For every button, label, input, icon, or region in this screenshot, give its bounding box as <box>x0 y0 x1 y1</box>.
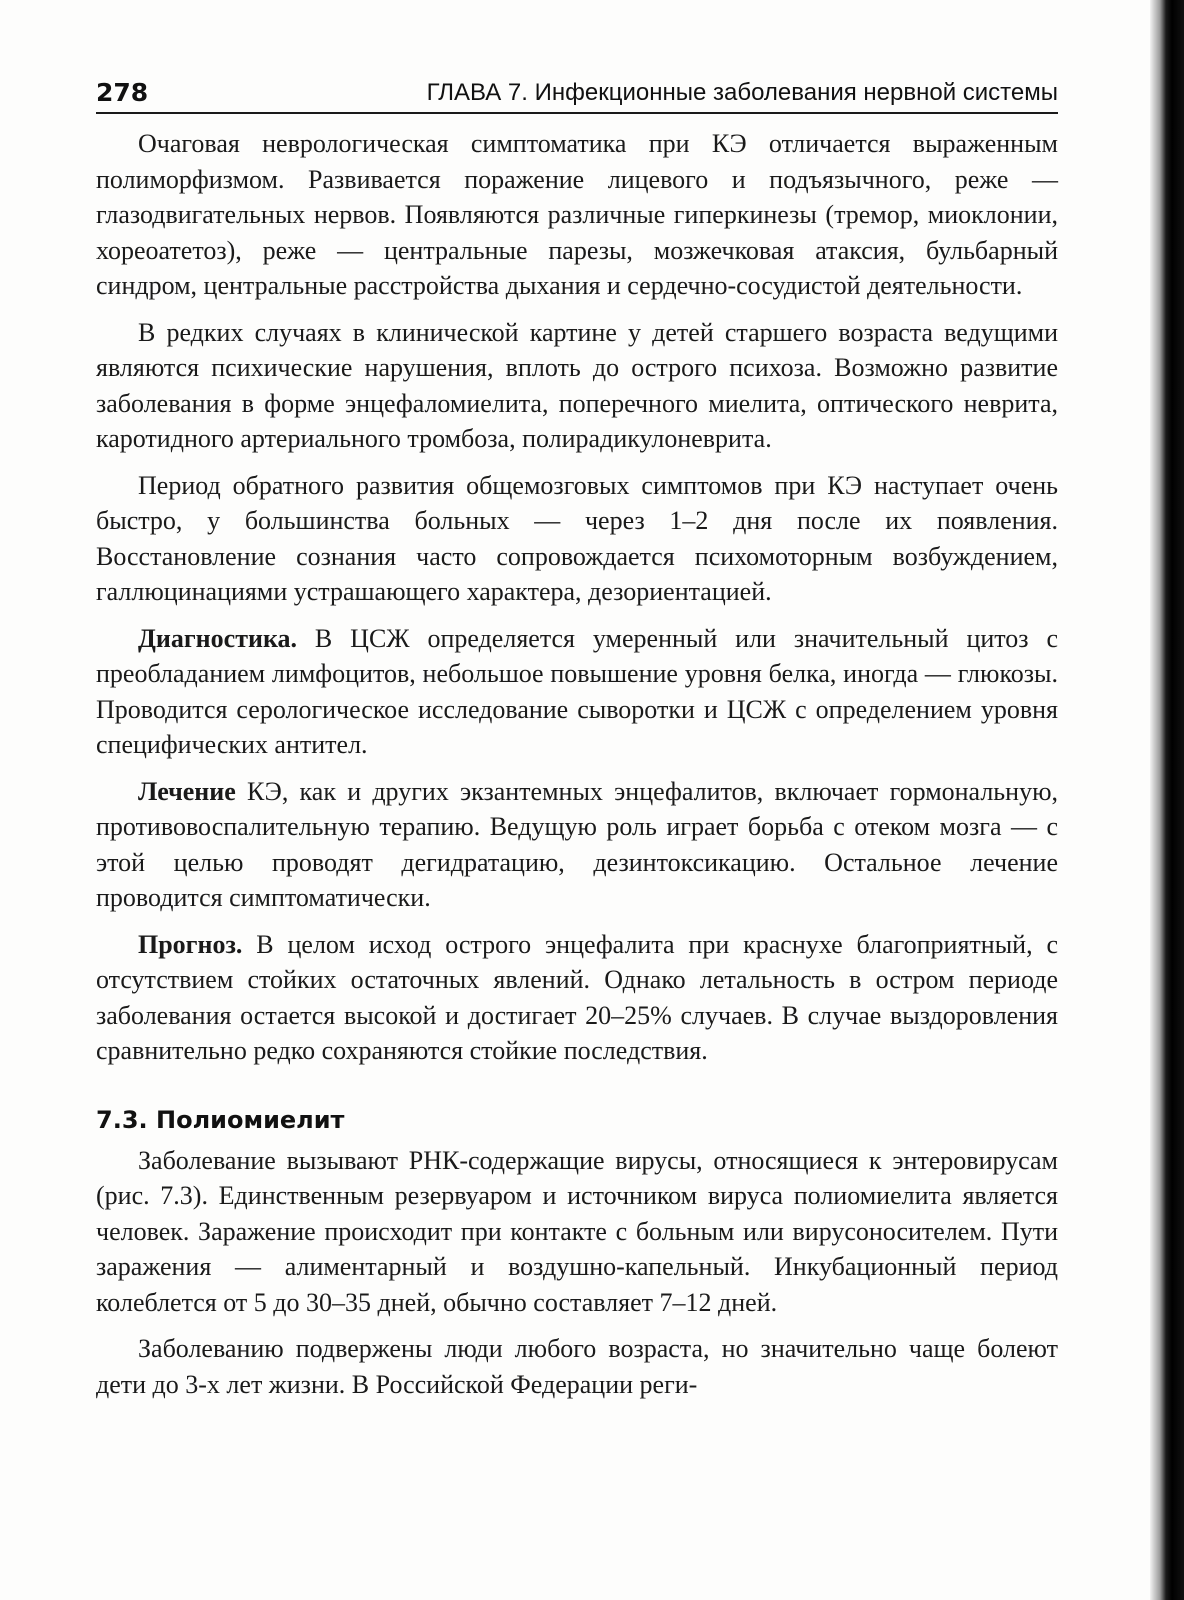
paragraph-psychic-disorders <box>96 315 1058 457</box>
paragraph-text: КЭ, как и других экзантемных энцефалитов, включает гормональную, противовоспалительную терапию. Ведущую роль играет борьба с отеком мозга — с этой целью проводят дегидратацию, дезинтоксикацию. Остальное лечение проводится симптоматически. <box>96 776 1058 912</box>
paragraph-text: Заболеванию подвержены люди любого возраста, но значительно чаще болеют дети до 3-х лет жизни. В Российской Федерации реги- <box>96 1334 1058 1399</box>
page-binding-edge <box>1150 0 1184 1600</box>
paragraph-polio-etiology <box>96 1143 1058 1321</box>
section-heading-poliomyelitis: 7.3. Полиомиелит <box>96 1105 345 1134</box>
run-in-heading-diagnostics: Диагностика. <box>138 623 298 653</box>
paragraph-recovery-period <box>96 468 1058 610</box>
page-number: 278 <box>96 78 149 107</box>
paragraph-text: В целом исход острого энцефалита при краснухе благоприятный, с отсутствием стойких остаточных явлений. Однако летальность в остром периоде заболевания остается высокой и достигает 20–25% случаев. В случае выздоровления сравнительно редко сохраняются стойкие последствия. <box>96 929 1058 1065</box>
paragraph-text: В ЦСЖ определяется умеренный или значительный цитоз с преобладанием лимфоцитов, небольшое повышение уровня белка, иногда — глюкозы. Проводится серологическое исследование сыворотки и ЦСЖ с определением уровня специфических антител. <box>96 623 1058 759</box>
run-in-heading-prognosis: Прогноз. <box>138 929 243 959</box>
page-body <box>96 126 1058 1402</box>
paragraph-focal-symptoms <box>96 126 1058 304</box>
paragraph-text: Период обратного развития общемозговых симптомов при КЭ наступает очень быстро, у большинства больных — через 1–2 дня после их появления. Восстановление сознания часто сопровождается психомоторным возбуждением, галлюцинациями устрашающего характера, дезориентацией. <box>96 470 1058 606</box>
paragraph-text: В редких случаях в клинической картине у детей старшего возраста ведущими являются психические нарушения, вплоть до острого психоза. Возможно развитие заболевания в форме энцефаломиелита, поперечного миелита, оптического неврита, каротидного артериального тромбоза, полирадикулоневрита. <box>96 317 1058 453</box>
paragraph-text: Заболевание вызывают РНК-содержащие вирусы, относящиеся к энтеровирусам (рис. 7.3). Единственным резервуаром и источником вируса полиомиелита является человек. Заражение происходит при контакте с больным или вирусоносителем. Пути заражения — алиментарный и воздушно-капельный. Инкубационный период колеблется от 5 до 30–35 дней, обычно составляет 7–12 дней. <box>96 1145 1058 1317</box>
chapter-title: ГЛАВА 7. Инфекционные заболевания нервной системы <box>426 79 1058 106</box>
paragraph-polio-epidemiology <box>96 1331 1058 1402</box>
paragraph-text: Очаговая неврологическая симптоматика при КЭ отличается выраженным полиморфизмом. Развивается поражение лицевого и подъязычного, реже — глазодвигательных нервов. Появляются различные гиперкинезы (тремор, миоклонии, хореоатетоз), реже — центральные парезы, мозжечковая атаксия, бульбарный синдром, центральные расстройства дыхания и сердечно-сосудистой деятельности. <box>96 129 1058 300</box>
paragraph-diagnostics <box>96 621 1058 763</box>
paragraph-treatment <box>96 774 1058 916</box>
run-in-heading-treatment: Лечение <box>138 776 236 806</box>
paragraph-prognosis <box>96 927 1058 1069</box>
running-header <box>96 72 1058 114</box>
